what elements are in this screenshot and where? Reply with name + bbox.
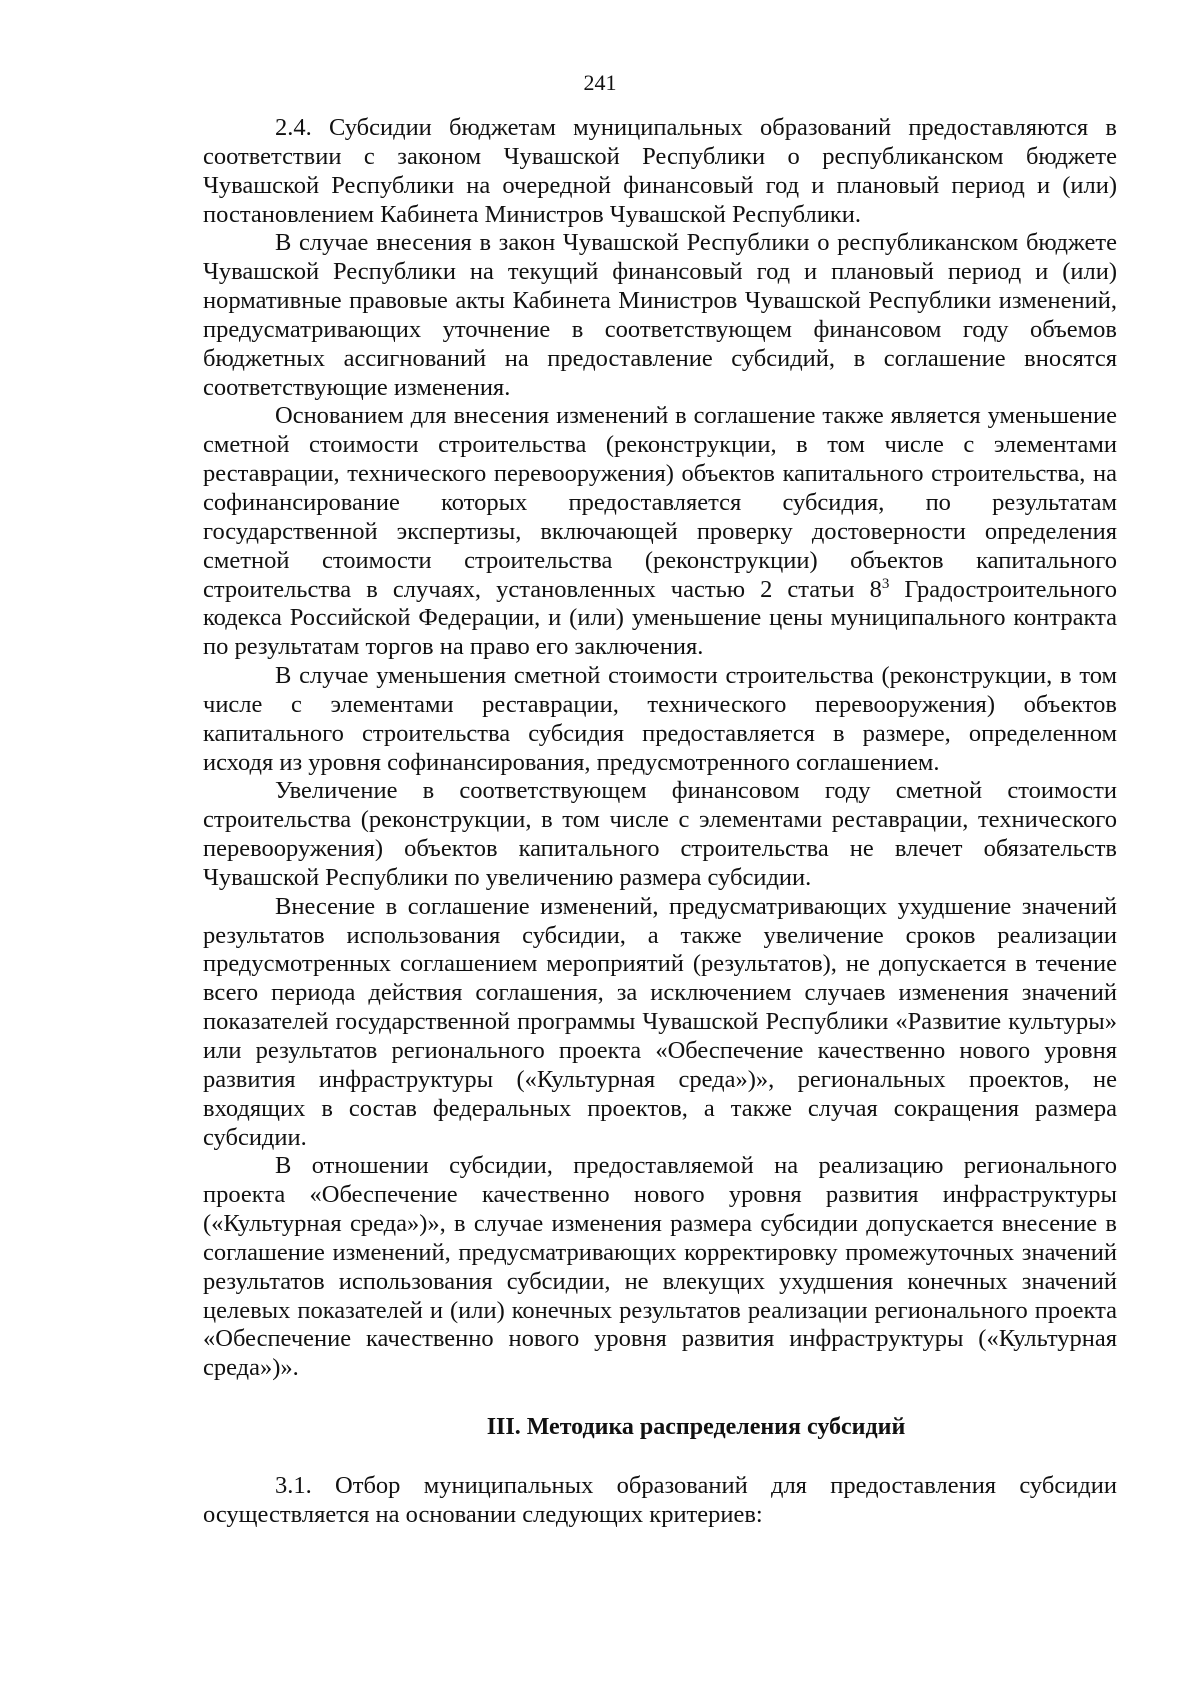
paragraph-changes-restriction: Внесение в соглашение изменений, предусматривающих ухудшение значений результатов использования субсидии, а также увеличение сроков реализации предусмотренных соглашением мероприятий (результатов), не допускается в течение всего периода действия соглашения, за исключением случаев изменения значений показателей государственной программы Чувашской Республики «Развитие культуры» или результатов регионального проекта «Обеспечение качественно нового уровня развития инфраструктуры («Культурная среда»)», региональных проектов, не входящих в состав федеральных проектов, а также случая сокращения размера субсидии. xyxy=(203,892,1117,1151)
paragraph-2-4: 2.4. Субсидии бюджетам муниципальных образований предоставляются в соответствии с законом Чувашской Республики о республиканском бюджете Чувашской Республики на очередной финансовый год и плановый период и (или) постановлением Кабинета Министров Чувашской Республики. xyxy=(203,114,1117,228)
paragraph-cost-reduction: В случае уменьшения сметной стоимости строительства (реконструкции, в том числе с элементами реставрации, технического перевооружения) объектов капитального строительства субсидия предоставляется в размере, определенном исходя из уровня софинансирования, предусмотренного соглашением. xyxy=(203,662,1117,776)
page-number: 241 xyxy=(583,70,617,95)
paragraph-grounds-for-changes xyxy=(203,402,1117,662)
article-superscript: 3 xyxy=(881,575,890,592)
paragraph-cost-increase: Увеличение в соответствующем финансовом году сметной стоимости строительства (реконструкции, в том числе с элементами реставрации, технического перевооружения) объектов капитального строительства не влечет обязательств Чувашской Республики по увеличению размера субсидии. xyxy=(203,777,1117,891)
paragraph-3-1: 3.1. Отбор муниципальных образований для предоставления субсидии осуществляется на основании следующих критериев: xyxy=(203,1471,1117,1528)
paragraph-grounds-text-after: Градостроительного кодекса Российской Федерации, и (или) уменьшение цены муниципального контракта по результатам торгов на право его заключения. xyxy=(203,575,1117,661)
section-heading: III. Методика распределения субсидий xyxy=(486,1414,906,1441)
document-body xyxy=(203,114,1117,1530)
paragraph-grounds-text-before: Основанием для внесения изменений в соглашение также является уменьшение сметной стоимости строительства (реконструкции, в том числе с элементами реставрации, технического перевооружения) объектов капитального строительства, на софинансирование которых предоставляется субсидия, по результатам государственной экспертизы, включающей проверку достоверности определения сметной стоимости строительства (реконструкции) объектов капитального строительства в случаях, установленных частью 2 статьи 8 xyxy=(203,402,1117,603)
paragraph-budget-law-changes: В случае внесения в закон Чувашской Республики о республиканском бюджете Чувашской Республики на текущий финансовый год и плановый период и (или) нормативные правовые акты Кабинета Министров Чувашской Республики изменений, предусматривающих уточнение в соответствующем финансовом году объемов бюджетных ассигнований на предоставление субсидий, в соглашение вносятся соответствующие изменения. xyxy=(203,229,1117,401)
paragraph-regional-project: В отношении субсидии, предоставляемой на реализацию регионального проекта «Обеспечение качественно нового уровня развития инфраструктуры («Культурная среда»)», в случае изменения размера субсидии допускается внесение в соглашение изменений, предусматривающих корректировку промежуточных значений результатов использования субсидии, не влекущих ухудшения конечных значений целевых показателей и (или) конечных результатов реализации регионального проекта «Обеспечение качественно нового уровня развития инфраструктуры («Культурная среда»)». xyxy=(203,1152,1117,1382)
